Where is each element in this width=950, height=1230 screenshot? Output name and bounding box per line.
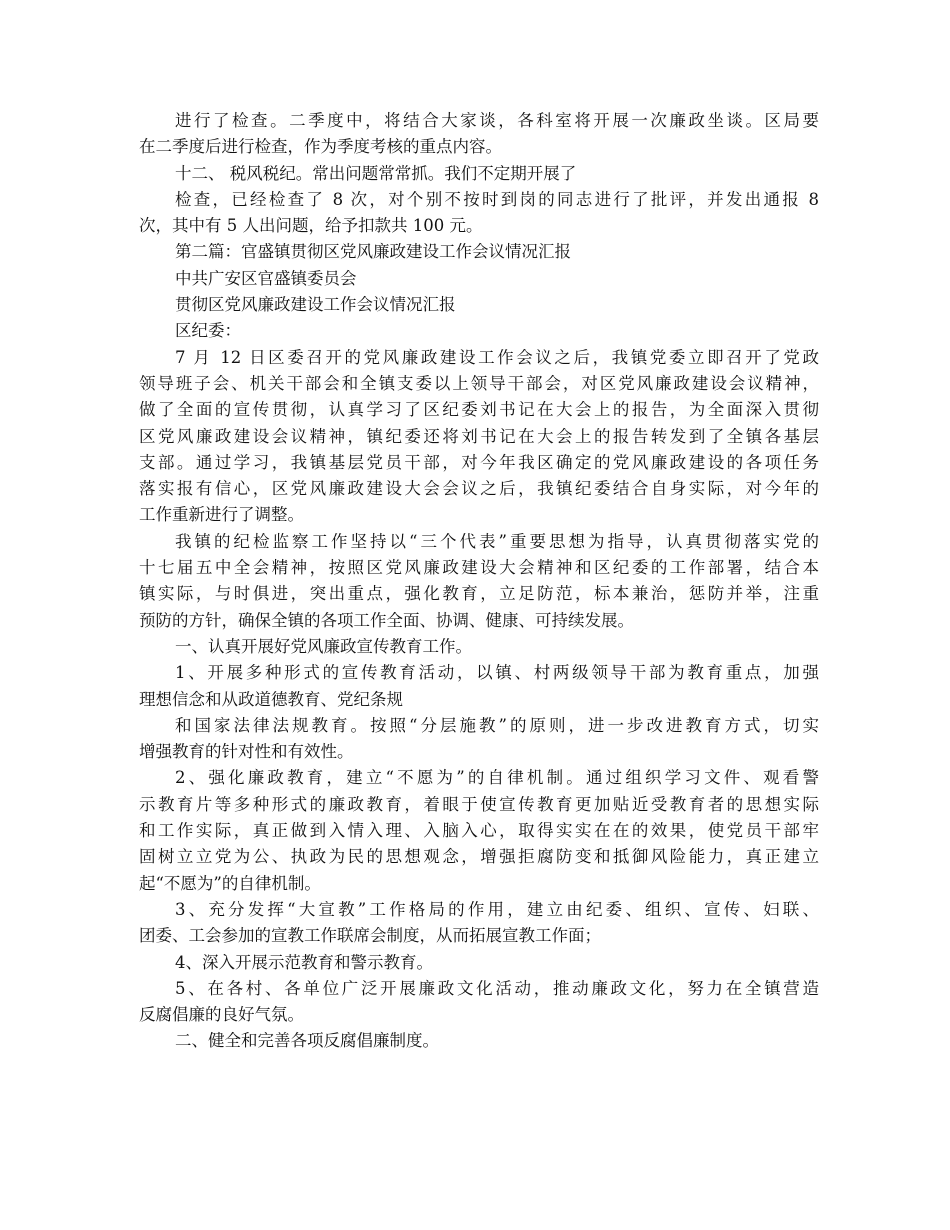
document-body (139, 108, 819, 1055)
text-line: 3、充分发挥“大宣教”工作格局的作用，建立由纪委、组织、宣传、妇联、 (175, 899, 819, 919)
text-line: 区纪委： (175, 321, 241, 341)
text-line: 工作重新进行了调整。 (139, 505, 304, 525)
text-line: 十二、 税风税纪。常出问题常常抓。我们不定期开展了 (175, 163, 577, 183)
text-line: 一、认真开展好党风廉政宣传教育工作。 (175, 636, 472, 656)
text-line: 增强教育的针对性和有效性。 (139, 742, 354, 762)
text-line: 支部。通过学习，我镇基层党员干部，对今年我区确定的党风廉政建设的各项任务 (139, 452, 819, 472)
text-line: 5、在各村、各单位广泛开展廉政文化活动，推动廉政文化，努力在全镇营造 (175, 978, 819, 998)
text-line: 起“不愿为”的自律机制。 (139, 873, 321, 893)
text-line: 进行了检查。二季度中，将结合大家谈，各科室将开展一次廉政坐谈。区局要 (175, 111, 819, 130)
text-line: 预防的方针，确保全镇的各项工作全面、协调、健康、可持续发展。 (139, 610, 634, 630)
text-line: 镇实际，与时俱进，突出重点，强化教育，立足防范，标本兼治，惩防并举，注重 (139, 584, 819, 604)
text-line: 我镇的纪检监察工作坚持以“三个代表”重要思想为指导，认真贯彻落实党的 (175, 531, 819, 551)
text-line: 检查，已经检查了 8 次，对个别不按时到岗的同志进行了批评，并发出通报 8 (175, 189, 819, 209)
text-line: 领导班子会、机关干部会和全镇支委以上领导干部会，对区党风廉政建设会议精神， (139, 373, 819, 393)
text-line: 7 月 12 日区委召开的党风廉政建设工作会议之后，我镇党委立即召开了党政 (175, 347, 819, 367)
text-line: 十七届五中全会精神，按照区党风廉政建设大会精神和区纪委的工作部署，结合本 (139, 558, 819, 578)
text-line: 区党风廉政建设会议精神，镇纪委还将刘书记在大会上的报告转发到了全镇各基层 (139, 426, 819, 446)
text-line: 和工作实际，真正做到入情入理、入脑入心，取得实实在在的效果，使党员干部牢 (139, 821, 819, 841)
text-line: 中共广安区官盛镇委员会 (175, 268, 357, 288)
text-line: 4、深入开展示范教育和警示教育。 (175, 952, 433, 972)
text-line: 做了全面的宣传贯彻，认真学习了区纪委刘书记在大会上的报告，为全面深入贯彻 (139, 400, 819, 420)
text-line: 落实报有信心，区党风廉政建设大会会议之后，我镇纪委结合自身实际，对今年的 (139, 479, 819, 499)
text-line: 2、强化廉政教育，建立“不愿为”的自律机制。通过组织学习文件、观看警 (175, 768, 819, 788)
text-line: 次，其中有 5 人出问题，给予扣款共 100 元。 (139, 216, 483, 236)
text-line: 1、开展多种形式的宣传教育活动，以镇、村两级领导干部为教育重点，加强 (175, 663, 819, 683)
text-line: 第二篇：官盛镇贯彻区党风廉政建设工作会议情况汇报 (175, 242, 571, 262)
text-line: 团委、工会参加的宣教工作联席会制度，从而拓展宣教工作面； (139, 926, 601, 946)
text-line: 反腐倡廉的良好气氛。 (139, 1005, 304, 1025)
text-line: 贯彻区党风廉政建设工作会议情况汇报 (175, 295, 456, 315)
text-line: 二、健全和完善各项反腐倡廉制度。 (175, 1031, 439, 1051)
text-line: 在二季度后进行检查，作为季度考核的重点内容。 (139, 137, 502, 157)
text-line: 理想信念和从政道德教育、党纪条规 (139, 689, 403, 709)
text-line: 示教育片等多种形式的廉政教育，着眼于使宣传教育更加贴近受教育者的思想实际 (139, 794, 819, 814)
text-line: 和国家法律法规教育。按照“分层施教”的原则，进一步改进教育方式，切实 (175, 715, 819, 735)
text-line: 固树立立党为公、执政为民的思想观念，增强拒腐防变和抵御风险能力，真正建立 (139, 847, 819, 867)
